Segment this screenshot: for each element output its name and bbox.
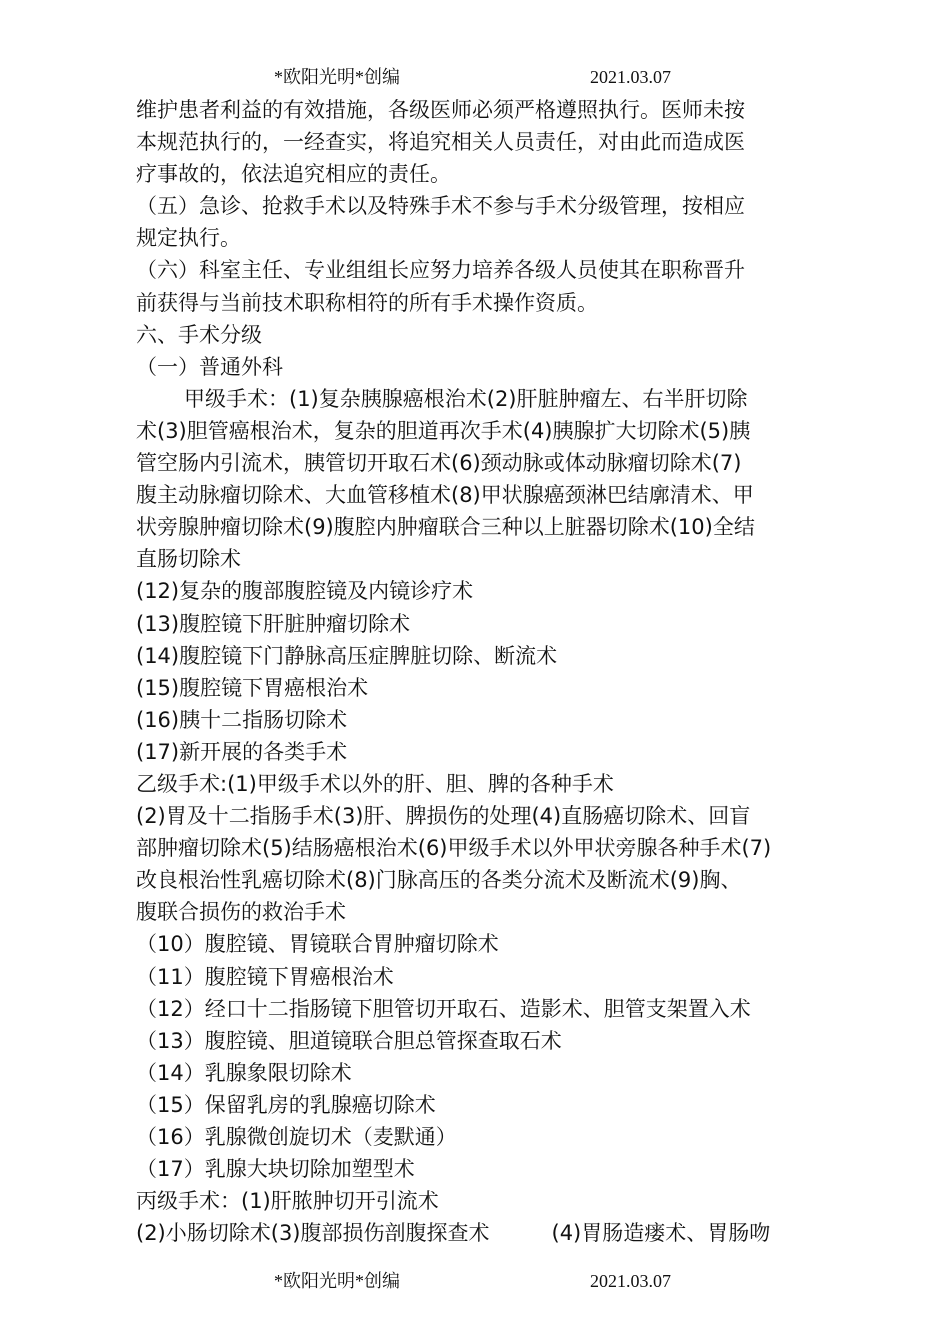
text-line: 维护患者利益的有效措施，各级医师必须严格遵照执行。医师未按 bbox=[136, 98, 745, 122]
list-item: （13）腹腔镜、胆道镜联合胆总管探查取石术 bbox=[136, 1028, 562, 1053]
list-item: （11）腹腔镜下胃癌根治术 bbox=[136, 964, 394, 989]
list-item: （12）经口十二指肠镜下胆管切开取石、造影术、胆管支架置入术 bbox=[136, 996, 751, 1021]
header-date: 2021.03.07 bbox=[590, 67, 671, 87]
text-line: 部肿瘤切除术(5)结肠癌根治术(6)甲级手术以外甲状旁腺各种手术(7) bbox=[136, 836, 772, 861]
last-line-part2: (4)胃肠造瘘术、胃肠吻 bbox=[551, 1221, 771, 1246]
list-item: （15）保留乳房的乳腺癌切除术 bbox=[136, 1092, 436, 1117]
text-line: 状旁腺肿瘤切除术(9)腹腔内肿瘤联合三种以上脏器切除术(10)全结 bbox=[136, 515, 755, 540]
subsection-heading: （一）普通外科 bbox=[136, 354, 283, 379]
list-item: （16）乳腺微创旋切术（麦默通） bbox=[136, 1125, 457, 1149]
document-body bbox=[136, 94, 826, 1249]
list-item: (16)胰十二指肠切除术 bbox=[136, 707, 348, 732]
list-item: （10）腹腔镜、胃镜联合胃肿瘤切除术 bbox=[136, 932, 499, 957]
footer-author: *欧阳光明*创编 bbox=[274, 1271, 400, 1291]
text-line: 腹联合损伤的救治手术 bbox=[136, 900, 346, 925]
text-line: 腹主动脉瘤切除术、大血管移植术(8)甲状腺癌颈淋巴结廓清术、甲 bbox=[136, 483, 754, 508]
text-line: 规定执行。 bbox=[136, 226, 241, 251]
text-line: 乙级手术:(1)甲级手术以外的肝、胆、脾的各种手术 bbox=[136, 771, 614, 796]
footer-date: 2021.03.07 bbox=[590, 1271, 671, 1291]
header-author: *欧阳光明*创编 bbox=[274, 67, 400, 87]
text-line: 管空肠内引流术，胰管切开取石术(6)颈动脉或体动脉瘤切除术(7) bbox=[136, 451, 742, 476]
list-item: (13)腹腔镜下肝脏肿瘤切除术 bbox=[136, 611, 411, 636]
text-line: 丙级手术：(1)肝脓肿切开引流术 bbox=[136, 1189, 439, 1214]
text-line: （五）急诊、抢救手术以及特殊手术不参与手术分级管理，按相应 bbox=[136, 194, 745, 219]
list-item: （17）乳腺大块切除加塑型术 bbox=[136, 1157, 415, 1182]
text-line: 术(3)胆管癌根治术，复杂的胆道再次手术(4)胰腺扩大切除术(5)胰 bbox=[136, 418, 751, 443]
list-item: （14）乳腺象限切除术 bbox=[136, 1060, 352, 1085]
text-line: 直肠切除术 bbox=[136, 547, 241, 572]
text-line: （六）科室主任、专业组组长应努力培养各级人员使其在职称晋升 bbox=[136, 258, 745, 283]
text-line: 甲级手术：(1)复杂胰腺癌根治术(2)肝脏肿瘤左、右半肝切除 bbox=[184, 386, 748, 411]
text-line: 本规范执行的，一经查实，将追究相关人员责任，对由此而造成医 bbox=[136, 130, 745, 155]
text-line: 前获得与当前技术职称相符的所有手术操作资质。 bbox=[136, 290, 598, 315]
last-line-part1: (2)小肠切除术(3)腹部损伤剖腹探查术 bbox=[136, 1221, 490, 1246]
text-line: 疗事故的，依法追究相应的责任。 bbox=[136, 162, 451, 187]
text-line: (2)胃及十二指肠手术(3)肝、脾损伤的处理(4)直肠癌切除术、回盲 bbox=[136, 804, 751, 829]
list-item: (14)腹腔镜下门静脉高压症脾脏切除、断流术 bbox=[136, 643, 558, 668]
list-item: (17)新开展的各类手术 bbox=[136, 739, 348, 764]
list-item: (15)腹腔镜下胃癌根治术 bbox=[136, 675, 369, 700]
text-line-last bbox=[136, 1217, 826, 1249]
text-line: 改良根治性乳癌切除术(8)门脉高压的各类分流术及断流术(9)胸、 bbox=[136, 868, 742, 893]
list-item: (12)复杂的腹部腹腔镜及内镜诊疗术 bbox=[136, 579, 474, 604]
section-heading: 六、手术分级 bbox=[136, 322, 262, 347]
